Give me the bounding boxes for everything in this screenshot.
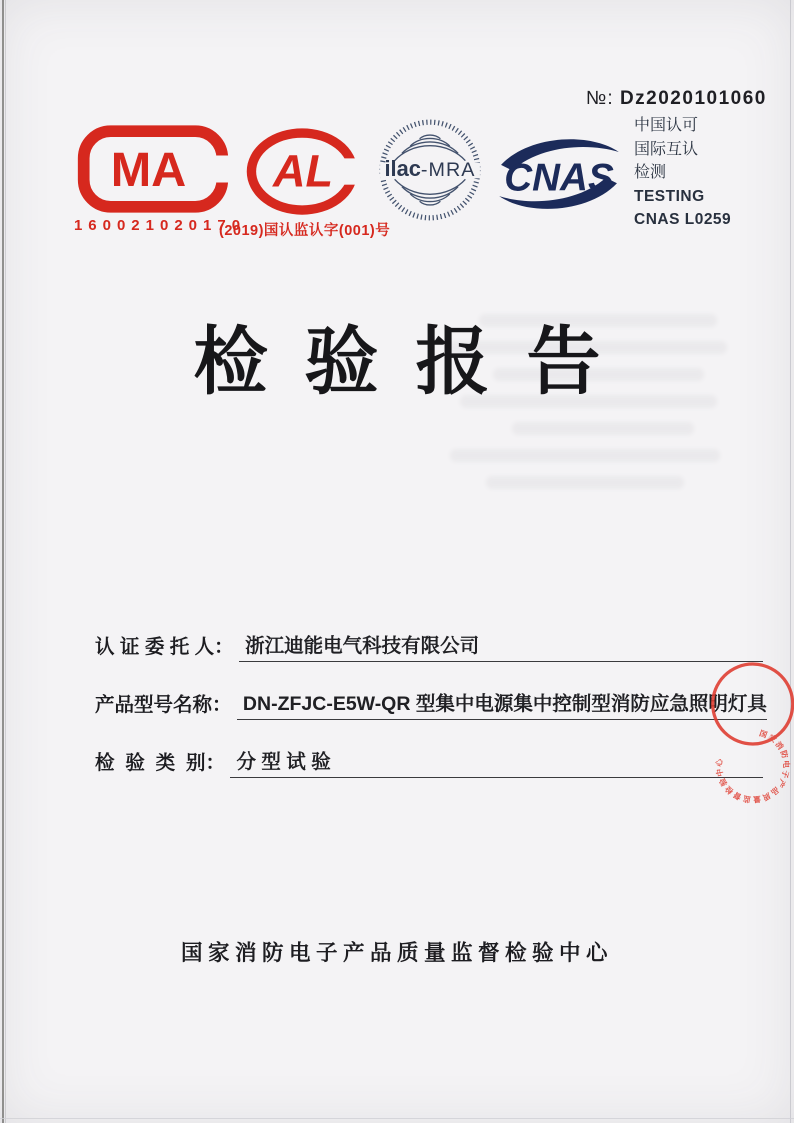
ilac-mra-logo-icon — [378, 118, 482, 222]
page-title: 检验报告 — [193, 320, 638, 403]
ilac-text-rest: -MRA — [420, 159, 476, 182]
issuing-organization: 国家消防电子产品质量监督检验中心 — [180, 941, 613, 965]
cma-logo-icon — [72, 124, 234, 214]
cnas-caption-line: 中国认可 — [634, 117, 699, 134]
field-product-model-underline — [237, 688, 767, 720]
ilac-text-bold: ilac — [384, 156, 421, 182]
field-test-category-value: 分 型 试 验 — [236, 751, 331, 773]
cal-letters: AL — [273, 145, 334, 197]
cma-letters: MA — [110, 143, 187, 198]
cnas-caption-line: 国际互认 — [634, 140, 699, 158]
cnas-logo-icon — [490, 131, 628, 219]
cnas-caption-block — [634, 114, 731, 232]
svg-text:ilac-MRA — [384, 156, 475, 181]
report-number-label: №: — [586, 88, 614, 109]
field-test-category-underline — [230, 746, 763, 778]
cnas-caption-line: 检测 — [634, 164, 667, 181]
scan-edge-bottom — [0, 1118, 794, 1119]
red-seal-arc-text: 国家消防电子产品质量监督检验中心 — [714, 728, 791, 805]
field-product-model — [95, 686, 767, 720]
field-applicant — [95, 628, 763, 662]
cnas-caption-line: TESTING — [634, 187, 705, 205]
report-number — [586, 88, 767, 110]
cnas-caption-line: CNAS L0259 — [634, 211, 732, 228]
cal-caption: (2019)国认监认字(001)号 — [219, 223, 391, 239]
field-product-model-label: 产品型号名称： — [95, 694, 237, 716]
cnas-letters: CNAS — [504, 156, 614, 200]
report-number-value: Dz2020101060 — [619, 88, 767, 109]
cal-logo-icon — [243, 126, 365, 218]
field-applicant-underline — [239, 630, 763, 662]
field-applicant-label: 认 证 委 托 人： — [95, 636, 240, 658]
cma-certificate-code: 160021020170 — [73, 217, 247, 234]
field-applicant-value: 浙江迪能电气科技有限公司 — [245, 635, 480, 657]
field-product-model-value: DN-ZFJC-E5W-QR 型集中电源集中控制型消防应急照明灯具 — [242, 693, 767, 715]
field-test-category — [95, 744, 763, 778]
field-test-category-label: 检 验 类 别： — [95, 752, 231, 774]
